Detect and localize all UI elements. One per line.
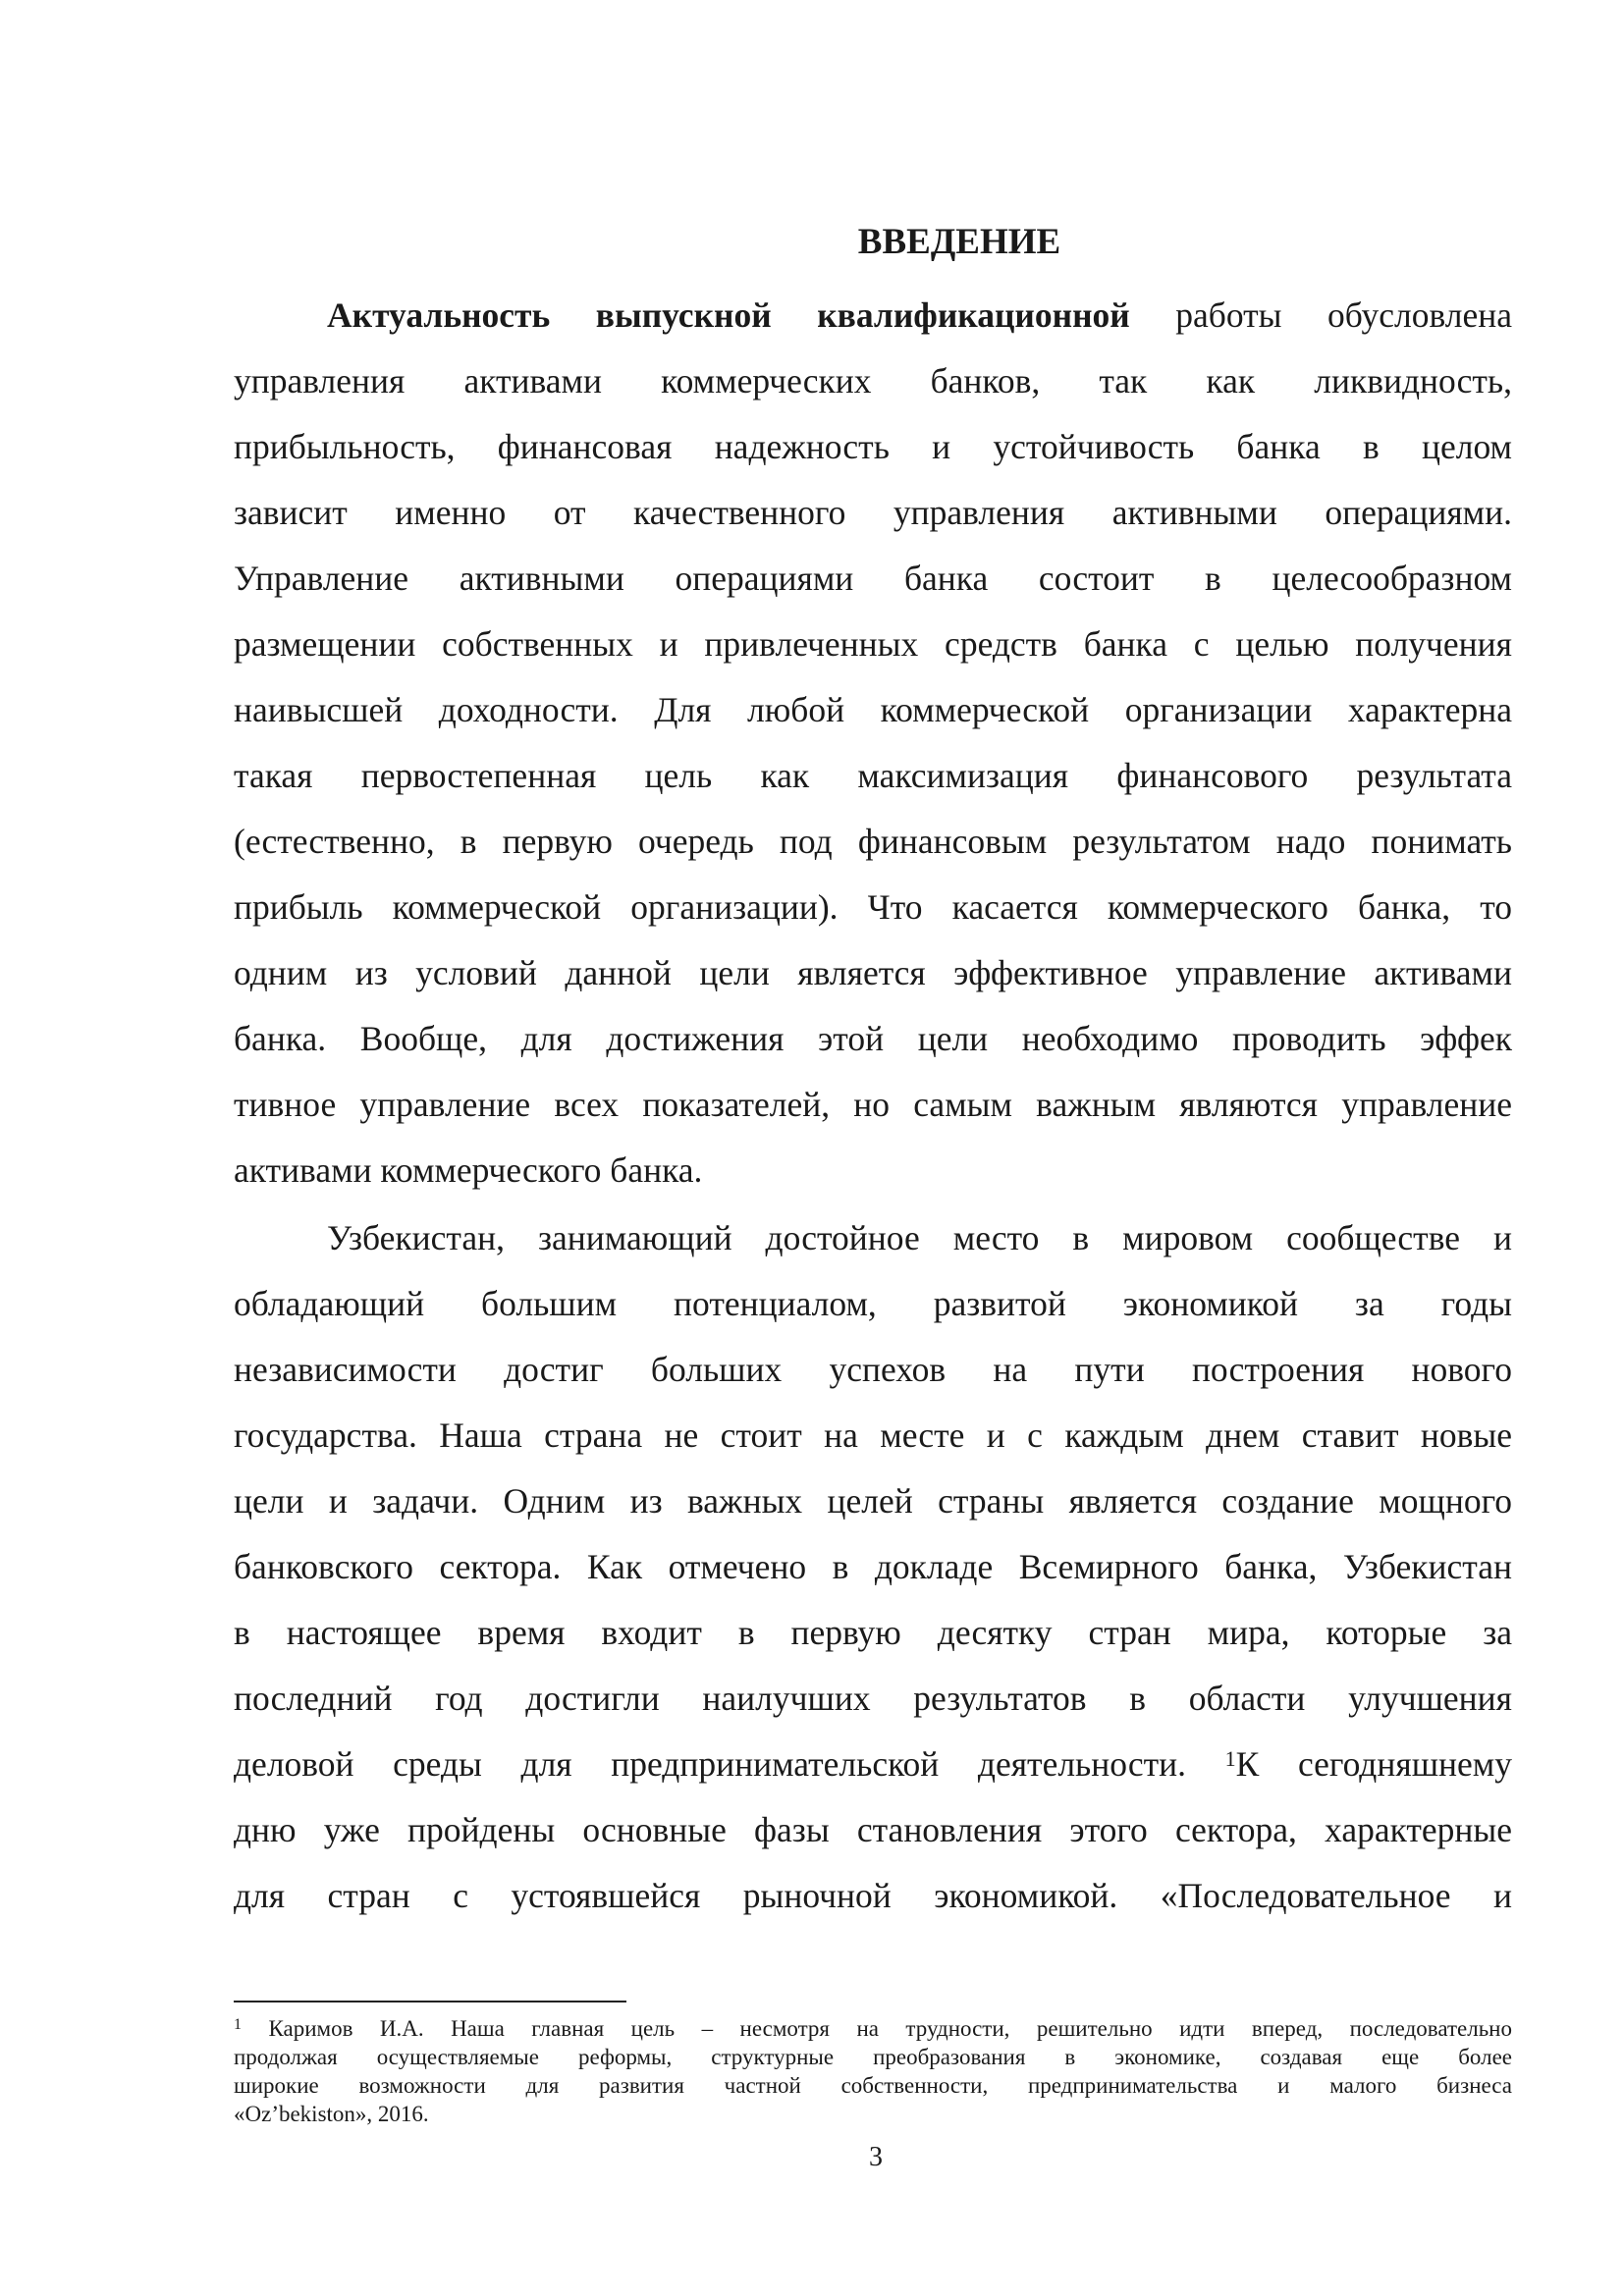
text-line: наивысшей доходности. Для любой коммерческой организации характерна [234,690,1512,729]
footnote-line: «Oz’bekiston», 2016. [234,2102,429,2126]
text-line: зависит именно от качественного управления активными операциями. [234,493,1512,532]
text-line: в настоящее время входит в первую десятку стран мира, которые за [234,1613,1512,1652]
footnote-line: продолжая осуществляемые реформы, структурные преобразования в экономике, создавая еще более [234,2045,1512,2069]
text-line: тивное управление всех показателей, но самым важным являются управление [234,1085,1512,1124]
text-line: размещении собственных и привлеченных средств банка с целью получения [234,624,1512,664]
text-line: обладающий большим потенциалом, развитой экономикой за годы [234,1284,1512,1323]
paragraph-relevance [234,283,1512,1203]
text-line: цели и задачи. Одним из важных целей страны является создание мощного [234,1481,1512,1521]
footnote-reference[interactable]: 1 [1224,1746,1236,1771]
text-line: независимости достиг больших успехов на пути построения нового [234,1350,1512,1389]
text-line: банка. Вообще, для достижения этой цели необходимо проводить эффек [234,1019,1512,1058]
text-line: Управление активными операциями банка состоит в целесообразном [234,559,1512,598]
text-line: прибыльность, финансовая надежность и устойчивость банка в целом [234,427,1512,466]
footnote-separator [234,2001,626,2002]
text-line: Узбекистан, занимающий достойное место в мировом сообществе и [327,1218,1512,1257]
text-line: (естественно, в первую очередь под финансовым результатом надо понимать [234,822,1512,861]
text-line: для стран с устоявшейся рыночной экономикой. «Последовательное и [234,1876,1512,1915]
text-line: управления активами коммерческих банков, так как ликвидность, [234,361,1512,400]
text-line: банковского сектора. Как отмечено в докладе Всемирного банка, Узбекистан [234,1547,1512,1586]
footnote [234,2014,1512,2128]
footnote-marker: 1 [234,2016,242,2033]
paragraph-uzbekistan [234,1205,1512,1929]
text-line: активами коммерческого банка. [234,1150,703,1190]
footnote-line: $^1$ Каримов И.А. Наша главная цель – несмотря на трудности, решительно идти вперед, последовательно [234,2016,1512,2041]
text-line: Актуальность выпускной квалификационной работы обусловлена [327,295,1512,335]
text-line: такая первостепенная цель как максимизация финансового результата [234,756,1512,795]
text-line: прибыль коммерческой организации). Что касается коммерческого банка, то [234,887,1512,927]
bold-lead-phrase: Актуальность выпускной квалификационной [327,295,1130,335]
text-line: одним из условий данной цели является эффективное управление активами [234,953,1512,992]
text-line: последний год достигли наилучших результатов в области улучшения [234,1679,1512,1718]
text-line: государства. Наша страна не стоит на месте и с каждым днем ставит новые [234,1415,1512,1455]
page-number: 3 [869,2142,883,2172]
section-heading: ВВЕДЕНИЕ [857,222,1061,262]
footnote-line: широкие возможности для развития частной собственности, предпринимательства и малого бизнеса [234,2073,1512,2098]
text-line: деловой среды для предпринимательской деятельности. $^1$К сегодняшнему [234,1744,1513,1784]
text-line: дню уже пройдены основные фазы становления этого сектора, характерные [234,1810,1512,1849]
